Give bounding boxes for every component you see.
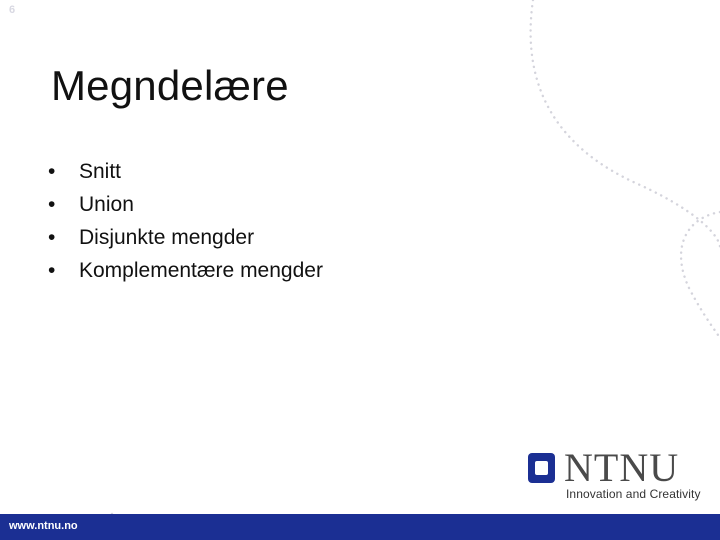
bullet-text: Disjunkte mengder <box>79 226 255 249</box>
bullet-icon: • <box>48 259 56 282</box>
bullet-icon: • <box>48 226 56 249</box>
logo-wordmark: NTNU <box>564 445 680 490</box>
slide-title: Megndelære <box>51 62 289 109</box>
footer-url: www.ntnu.no <box>9 520 78 532</box>
ntnu-logo <box>528 445 704 504</box>
decorative-curve-outer <box>531 0 720 250</box>
slide-number: 6 <box>9 4 16 16</box>
bullet-text: Union <box>79 193 134 216</box>
decorative-curve-inner <box>681 212 720 338</box>
bullet-icon: • <box>48 193 56 216</box>
bullet-icon: • <box>48 160 56 183</box>
logo-tagline: Innovation and Creativity <box>566 487 701 501</box>
footer-bar <box>0 514 720 540</box>
ntnu-square-mark-icon <box>528 453 555 483</box>
bullet-text: Snitt <box>79 160 122 183</box>
bullet-text: Komplementære mengder <box>79 259 323 282</box>
